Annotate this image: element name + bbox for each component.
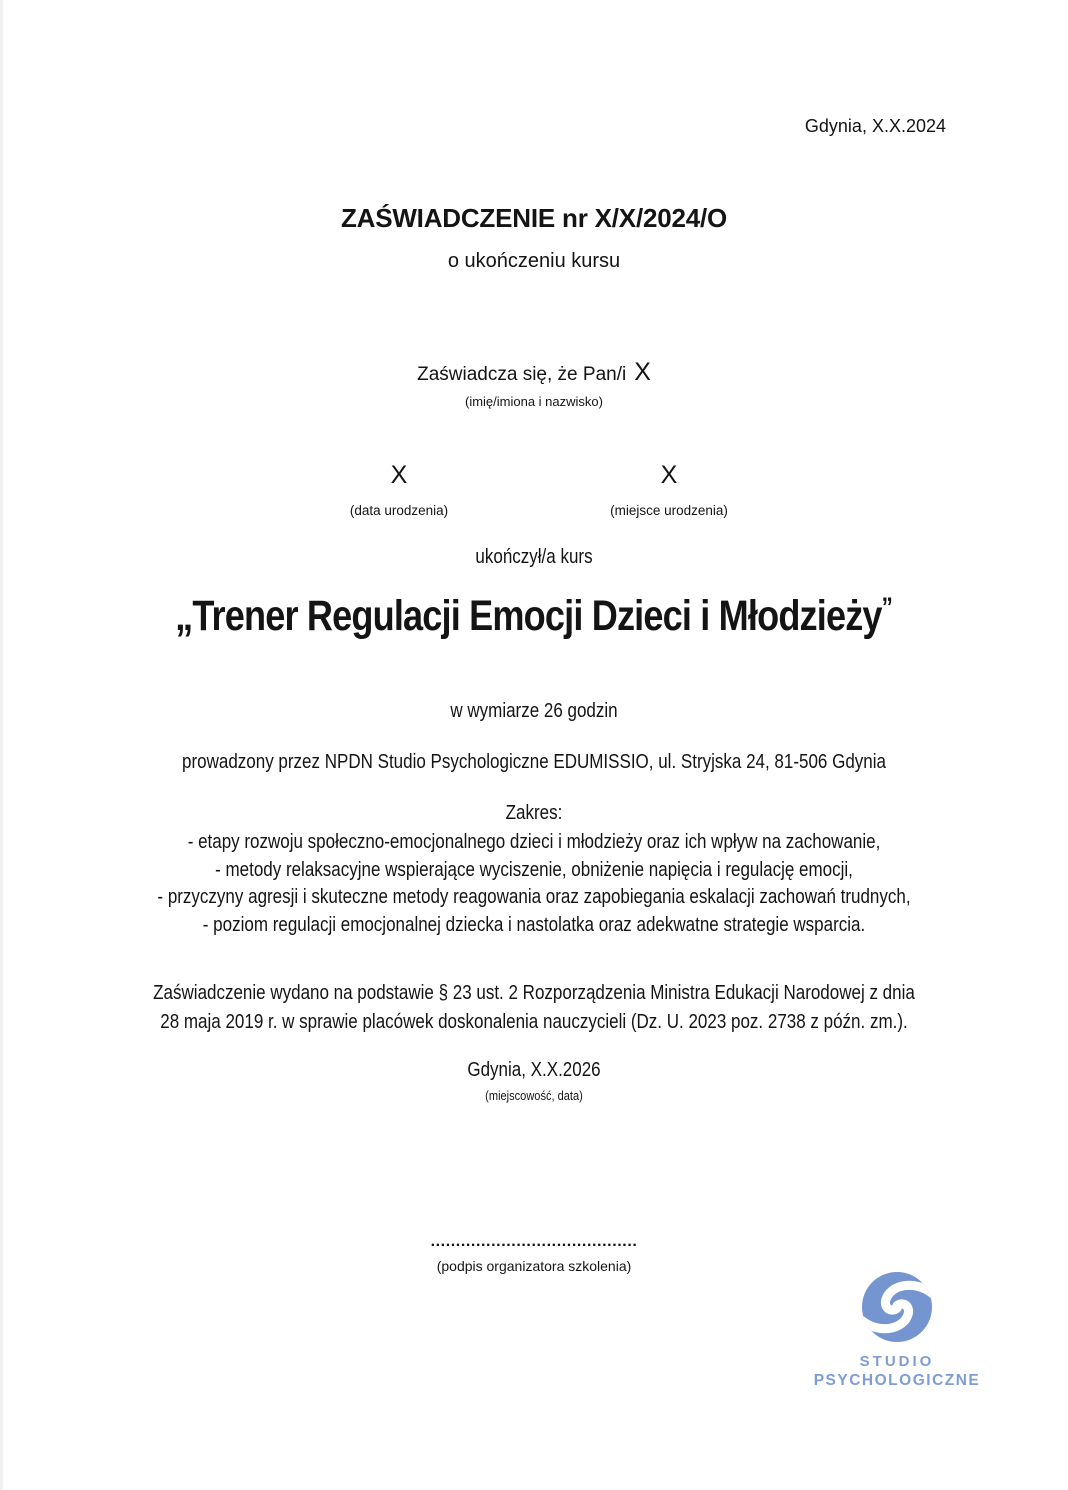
logo-text-line1: STUDIO [859,1353,935,1370]
signature-dotted-line: ......................................... [430,1233,638,1250]
legal-basis-line: Zaświadczenie wydano na podstawie § 23 ust. 2 Rozporządzenia Ministra Edukacji Narodowej z dnia [153,982,915,1004]
issue-date-top: Gdynia, X.X.2024 [804,116,946,136]
birth-date-field [264,460,534,518]
name-value: X [634,358,651,386]
course-title [85,592,982,641]
birth-place-field [534,460,804,518]
scope-item: - przyczyny agresji i skuteczne metody reagowania oraz zapobiegania eskalacji zachowań trudnych, [157,886,911,908]
studio-psychologiczne-logo [782,1272,1012,1390]
birth-fields-row [0,460,1068,518]
certificate-subtitle: o ukończeniu kursu [447,250,621,272]
scope-item: - poziom regulacji emocjonalnej dziecka i nastolatka oraz adekwatne strategie wsparcia. [202,913,866,936]
legal-basis [80,979,988,1037]
duration-line: w wymiarze 26 godzin [450,700,618,722]
birth-date-caption: (data urodzenia) [349,503,449,518]
provider-line: prowadzony przez NPDN Studio Psychologiczne EDUMISSIO, ul. Stryjska 24, 81-506 Gdynia [182,751,886,773]
statement-prefix: Zaświadcza się, że Pan/i [417,364,627,385]
statement-line [0,358,1068,387]
logo-text-line2: PSYCHOLOGICZNE [813,1372,981,1389]
name-caption: (imię/imiona i nazwisko) [465,394,603,409]
course-title-text: „Trener Regulacji Emocji Dzieci i Młodzieży [175,592,882,640]
issue-place-date: Gdynia, X.X.2026 [467,1059,601,1081]
studio-psychologiczne-logo-icon [862,1272,932,1347]
course-title-closing-quote: ” [881,592,893,622]
scope-list [80,829,988,939]
issue-place-caption: (miejscowość, data) [485,1088,583,1103]
completed-course-line: ukończył/a kurs [475,546,593,568]
scope-item: - etapy rozwoju społeczno-emocjonalnego dzieci i młodzieży oraz ich wpływ na zachowanie, [187,831,881,853]
scope-header: Zakres: [505,802,563,824]
certificate-title: ZAŚWIADCZENIE nr X/X/2024/O [340,203,728,233]
birth-place-caption: (miejsce urodzenia) [610,503,728,518]
birth-place-value: X [660,461,678,489]
legal-basis-line: 28 maja 2019 r. w sprawie placówek doskonalenia nauczycieli (Dz. U. 2023 poz. 2738 z późn. zm.). [160,1011,908,1033]
birth-date-value: X [390,461,408,489]
scope-item: - metody relaksacyjne wspierające wyciszenie, obniżenie napięcia i regulację emocji, [215,858,853,881]
signature-caption: (podpis organizatora szkolenia) [436,1258,632,1274]
